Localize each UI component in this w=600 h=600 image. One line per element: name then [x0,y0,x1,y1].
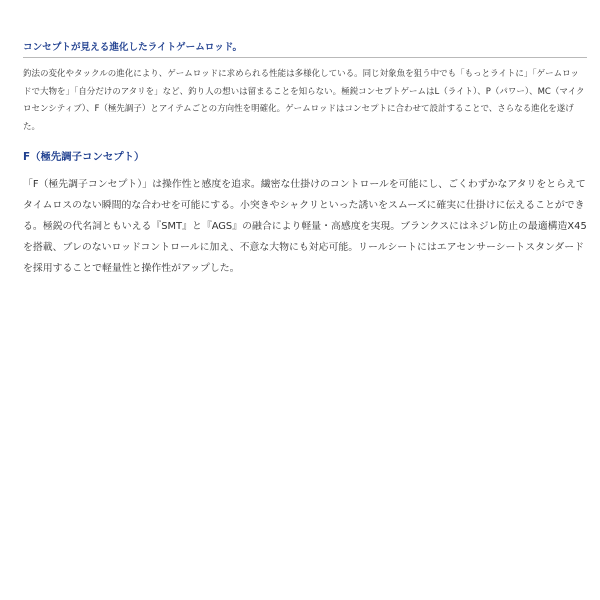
headline: コンセプトが見える進化したライトゲームロッド。 [23,42,243,53]
intro-paragraph: 釣法の変化やタックルの進化により、ゲームロッドに求められる性能は多様化している。同じ対象魚を狙う中でも「もっとライトに」「ゲームロッドで大物を」「自分だけのアタリを」など、釣り人の想いは留まることを知らない。極鋭コンセプトゲームはL（ライト）、P（パワー）、MC（マイクロセンシティブ）、F（極先調子）とアイテムごとの方向性を明確化。ゲームロッドはコンセプトに合わせて設計することで、さらなる進化を遂げた。 [23,69,585,132]
section-heading: F（極先調子コンセプト） [23,151,145,163]
section-body: 「F（極先調子コンセプト）」は操作性と感度を追求。繊密な仕掛けのコントロールを可能にし、ごくわずかなアタリをとらえてタイムロスのない瞬間的な合わせを可能にする。小突きやシャクリといった誘いをスムーズに確実に仕掛けに伝えることができる。極鋭の代名詞ともいえる『SMT』と『AGS』の融合により軽量・高感度を実現。ブランクスにはネジレ防止の最適構造X45を搭載、ブレのないロッドコントロールに加え、不意な大物にも対応可能。リールシートにはエアセンサーシートスタンダードを採用することで軽量性と操作性がアップした。 [23,179,587,274]
divider [23,57,587,58]
product-description [23,0,587,600]
